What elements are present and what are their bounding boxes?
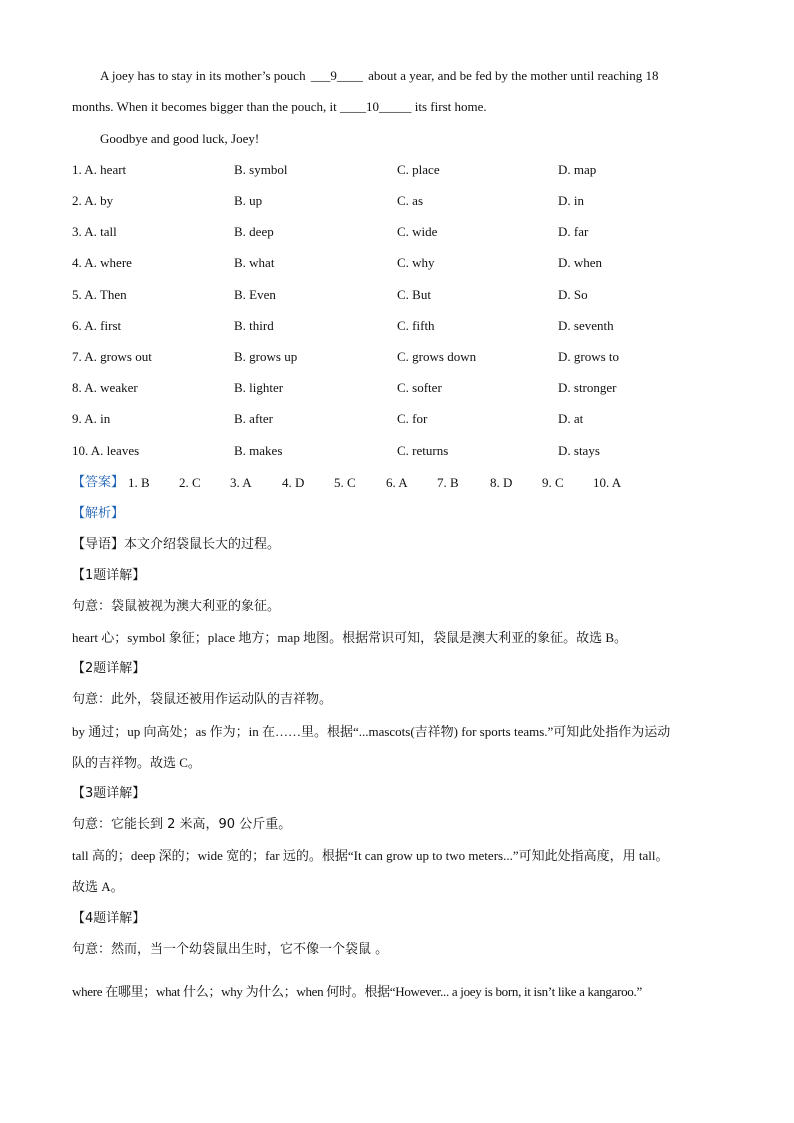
- passage-line-2: [72, 98, 722, 116]
- option-a: 2. A. by: [72, 193, 114, 208]
- option-a: 9. A. in: [72, 411, 111, 426]
- guide-text: 【导语】本文介绍袋鼠长大的过程。: [72, 537, 281, 552]
- option-d: D. seventh: [558, 318, 614, 333]
- passage-text: about a year, and be fed by the mother until reaching 18: [364, 68, 659, 83]
- option-d: D. stronger: [558, 380, 617, 395]
- option-c: C. why: [397, 255, 435, 270]
- option-a: 3. A. tall: [72, 224, 117, 239]
- q1-title: 【1题详解】: [72, 568, 146, 583]
- option-a: 5. A. Then: [72, 287, 127, 302]
- passage-text: A joey has to stay in its mother’s pouch: [100, 68, 309, 83]
- option-c: C. place: [397, 162, 440, 177]
- option-row: [72, 192, 722, 210]
- option-c: C. grows down: [397, 349, 477, 364]
- answer-item: 3. A: [230, 475, 252, 490]
- answer-tag: 【答案】: [72, 475, 125, 490]
- option-a: 7. A. grows out: [72, 349, 152, 364]
- option-row: [72, 379, 722, 397]
- option-d: D. at: [558, 411, 584, 426]
- passage-text: its first home.: [411, 99, 487, 114]
- option-b: B. what: [234, 255, 275, 270]
- q4-title: 【4题详解】: [72, 911, 146, 926]
- q1-meaning: 句意：袋鼠被视为澳大利亚的象征。: [72, 599, 281, 614]
- option-a: 6. A. first: [72, 318, 122, 333]
- q4-detail: where 在哪里；what 什么；why 为什么；when 何时。根据“However... a joey is born, it isn’t like a kangaroo.”: [72, 984, 642, 999]
- passage-closing: Goodbye and good luck, Joey!: [100, 131, 260, 146]
- answer-item: 2. C: [179, 475, 201, 490]
- option-b: B. lighter: [234, 380, 284, 395]
- answer-item: 6. A: [386, 475, 408, 490]
- option-row: [72, 223, 722, 241]
- option-c: C. fifth: [397, 318, 435, 333]
- q1-detail: heart 心；symbol 象征；place 地方；map 地图。根据常识可知，袋鼠是澳大利亚的象征。故选 B。: [72, 630, 627, 645]
- q2-title: 【2题详解】: [72, 661, 146, 676]
- option-b: B. up: [234, 193, 263, 208]
- answer-item: 9. C: [542, 475, 564, 490]
- option-c: C. But: [397, 287, 431, 302]
- q3-detail-cont: 故选 A。: [72, 879, 124, 894]
- option-d: D. map: [558, 162, 597, 177]
- option-c: C. returns: [397, 443, 449, 458]
- answer-item: 10. A: [593, 475, 622, 490]
- option-row: [72, 161, 722, 179]
- option-row: [72, 348, 722, 366]
- option-row: [72, 286, 722, 304]
- option-b: B. third: [234, 318, 274, 333]
- option-c: C. as: [397, 193, 423, 208]
- answer-item: 4. D: [282, 475, 305, 490]
- option-a: 4. A. where: [72, 255, 132, 270]
- option-c: C. wide: [397, 224, 438, 239]
- q4-meaning: 句意：然而，当一个幼袋鼠出生时，它不像一个袋鼠 。: [72, 942, 389, 957]
- option-b: B. symbol: [234, 162, 288, 177]
- q2-detail-cont: 队的吉祥物。故选 C。: [72, 755, 201, 770]
- option-b: B. makes: [234, 443, 283, 458]
- option-a: 1. A. heart: [72, 162, 127, 177]
- option-d: D. in: [558, 193, 584, 208]
- answer-item: 8. D: [490, 475, 513, 490]
- analysis-tag: 【解析】: [72, 506, 125, 521]
- option-row: [72, 442, 722, 460]
- option-b: B. Even: [234, 287, 276, 302]
- blank-10: ____10_____: [340, 99, 412, 114]
- answer-item: 5. C: [334, 475, 356, 490]
- option-d: D. when: [558, 255, 603, 270]
- q2-meaning: 句意：此外，袋鼠还被用作运动队的吉祥物。: [72, 692, 333, 707]
- passage-line-1: [100, 67, 722, 85]
- passage-text: months. When it becomes bigger than the pouch, it: [72, 99, 341, 114]
- answer-item: 7. B: [437, 475, 459, 490]
- q3-meaning: 句意：它能长到 2 米高，90 公斤重。: [72, 817, 292, 832]
- option-d: D. stays: [558, 443, 600, 458]
- answer-item: 1. B: [128, 475, 150, 490]
- option-a: 10. A. leaves: [72, 443, 140, 458]
- option-row: [72, 410, 722, 428]
- q3-title: 【3题详解】: [72, 786, 146, 801]
- blank-9: ___9____: [310, 68, 363, 83]
- option-d: D. far: [558, 224, 589, 239]
- q3-detail: tall 高的；deep 深的；wide 宽的；far 远的。根据“It can grow up to two meters...”可知此处指高度，用 tall。: [72, 848, 669, 863]
- option-b: B. grows up: [234, 349, 298, 364]
- option-c: C. for: [397, 411, 428, 426]
- option-b: B. deep: [234, 224, 274, 239]
- option-d: D. grows to: [558, 349, 620, 364]
- q2-detail: by 通过；up 向高处；as 作为；in 在……里。根据“...mascots(吉祥物) for sports teams.”可知此处指作为运动: [72, 724, 671, 739]
- option-row: [72, 254, 722, 272]
- option-d: D. So: [558, 287, 588, 302]
- option-row: [72, 317, 722, 335]
- option-b: B. after: [234, 411, 273, 426]
- option-c: C. softer: [397, 380, 442, 395]
- option-a: 8. A. weaker: [72, 380, 138, 395]
